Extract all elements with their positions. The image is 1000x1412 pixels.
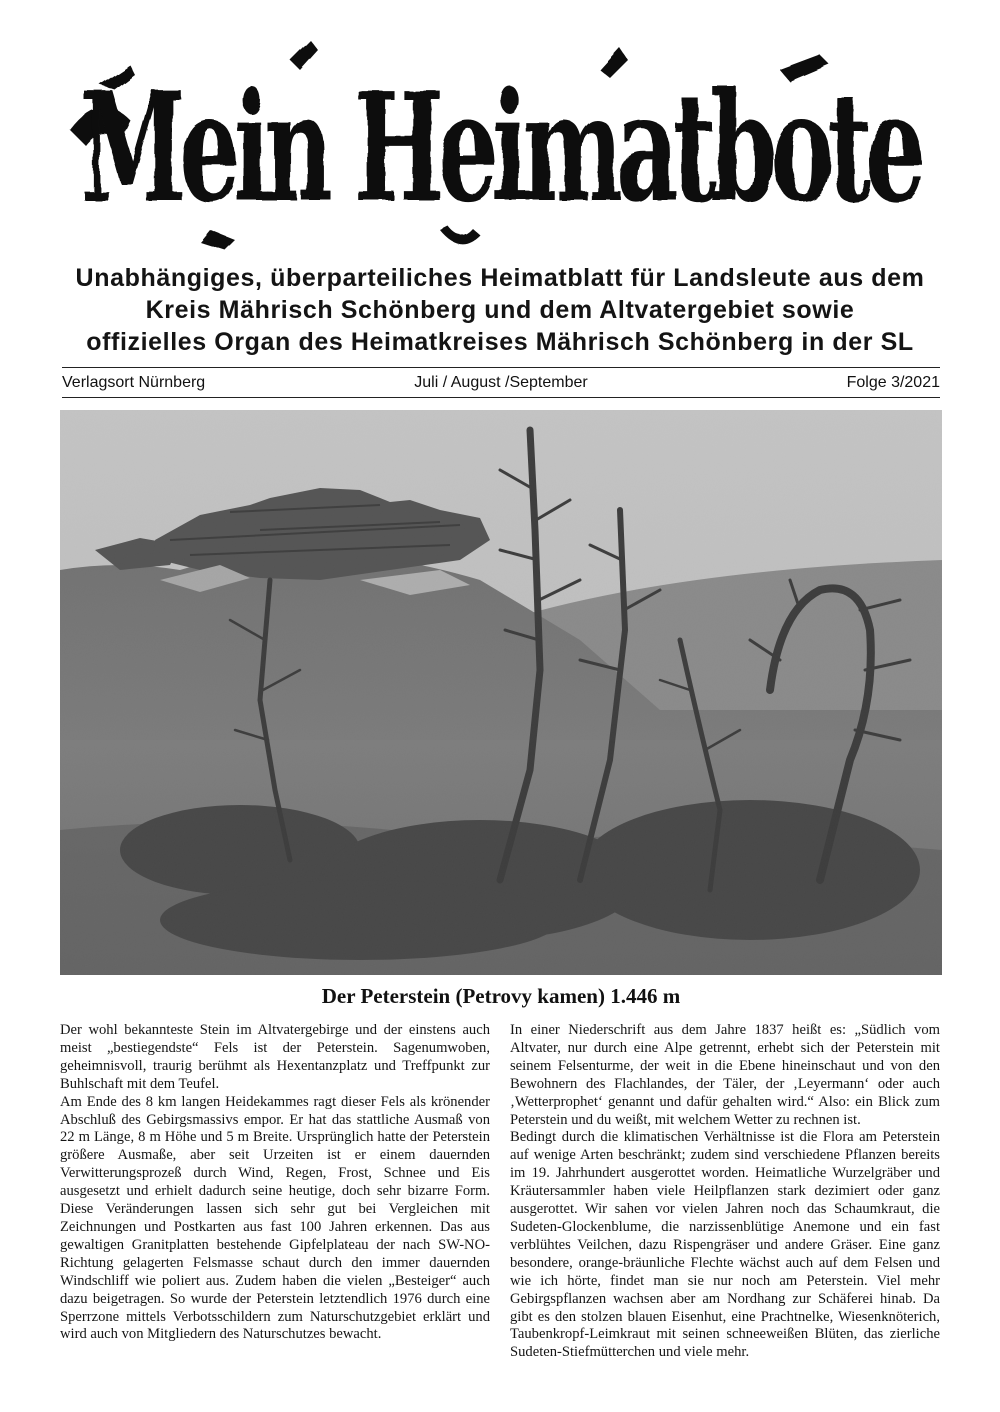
masthead-logo [60, 30, 940, 255]
publication-place: Verlagsort Nürnberg [62, 374, 206, 391]
subtitle-line: offizielles Organ des Heimatkreises Mährisch Schönberg in der SL [86, 328, 914, 356]
subtitle [40, 262, 960, 358]
article-paragraph: Bedingt durch die klimatischen Verhältnisse ist die Flora am Peterstein auf wenige Arten beschränkt; zudem sind verschiedene Pflanzen bereits im 19. Jahrhundert ausgerottet worden. Heimatliche Wurzelgräber und Kräutersammler haben viele Heilpflanzen stark dezimiert oder ganz ausgerottet. Wir sahen vor vielen Jahren noch das Schaumkraut, die Sudeten-Glockenblume, die narzissenblütige Anemone und ein fast verblühtes Veilchen, dazu Rispengräser und andere Gräser. Eine ganz besondere, orange-bräunliche Flechte wächst auch auf dem Felsen und wie ich hörte, findet man sie nur noch am Peterstein. Viel mehr Gebirgspflanzen wachsen aber am Nordhang zur Schäferei hinab. Da gibt es den stolzen blauen Eisenhut, eine Prachtnelke, Wiesenknöterich, Taubenkropf-Leimkraut mit seinen schneeweißen Blüten, das zierliche Sudeten-Stiefmütterchen und viele mehr. [510, 1129, 940, 1361]
article-paragraph: Am Ende des 8 km langen Heidekammes ragt dieser Fels als krönender Abschluß des Gebirgsmassivs empor. Er hat das stattliche Ausmaß von 22 m Länge, 8 m Höhe und 5 m Breite. Ursprünglich hatte der Peterstein größere Ausmaße, aber seit Urzeiten ist er einem dauernden Verwitterungsprozeß durch Wind, Regen, Frost, Schnee und Eis ausgesetzt und erhielt dadurch seine heutige, doch sehr bizarre Form. Diese Veränderungen lassen sich sehr gut bei Vergleichen mit Zeichnungen und Postkarten aus fast 100 Jahren erkennen. Das aus gewaltigen Granitplatten bestehende Gipfelplateau der nach SW-NO-Richtung gelagerten Felsmasse schaut durch den immer dauernden Windschliff wie poliert aus. Zudem haben die vielen „Besteiger“ auch dazu beigetragen. So wurde der Peterstein letztendlich 1976 durch eine Sperrzone mittels Verbotsschildern zum Naturschutzgebiet erklärt und wird auch von Mitgliedern des Naturschutzes bewacht. [60, 1093, 490, 1343]
peterstein-photo-art [60, 410, 942, 975]
photo-caption: Der Peterstein (Petrovy kamen) 1.446 m [321, 984, 681, 1008]
divider-top [62, 367, 940, 368]
publication-period: Juli / August /September [414, 374, 588, 391]
subtitle-line: Unabhängiges, überparteiliches Heimatblatt für Landsleute aus dem [75, 264, 925, 292]
masthead-title: Mein Heimatbote [80, 60, 923, 236]
peterstein-photo [60, 410, 942, 975]
subtitle-line: Kreis Mährisch Schönberg und dem Altvatergebiet sowie [145, 296, 855, 324]
masthead-logo-art [60, 30, 940, 255]
article-paragraph: Der wohl bekannteste Stein im Altvatergebirge und der einstens auch meist „bestiegendste“ Fels ist der Peterstein. Sagenumwoben, geheimnisvoll, traurig berühmt als Hexentanzplatz und Treffpunkt zur Buhlschaft mit dem Teufel. [60, 1022, 490, 1092]
article-column-left [60, 1022, 490, 1344]
issue-info-bar [62, 372, 940, 394]
issue-number: Folge 3/2021 [846, 374, 940, 391]
article-paragraph: In einer Niederschrift aus dem Jahre 1837 heißt es: „Südlich vom Altvater, nur durch eine Alpe getrennt, erhebt sich der Peterstein mit seinem Felsenturme, der weit in die Ebene hineinschaut und von den Bewohnern des Flachlandes, der Täler, der ‚Leyermann‘ oder auch ‚Wetterprophet‘ genannt und dafür gehalten wird.“ Also: ein Blick zum Peterstein und du weißt, mit welchem Wetter zu rechnen ist. [510, 1022, 940, 1128]
divider-bottom [62, 397, 940, 398]
article-column-right [510, 1022, 940, 1362]
